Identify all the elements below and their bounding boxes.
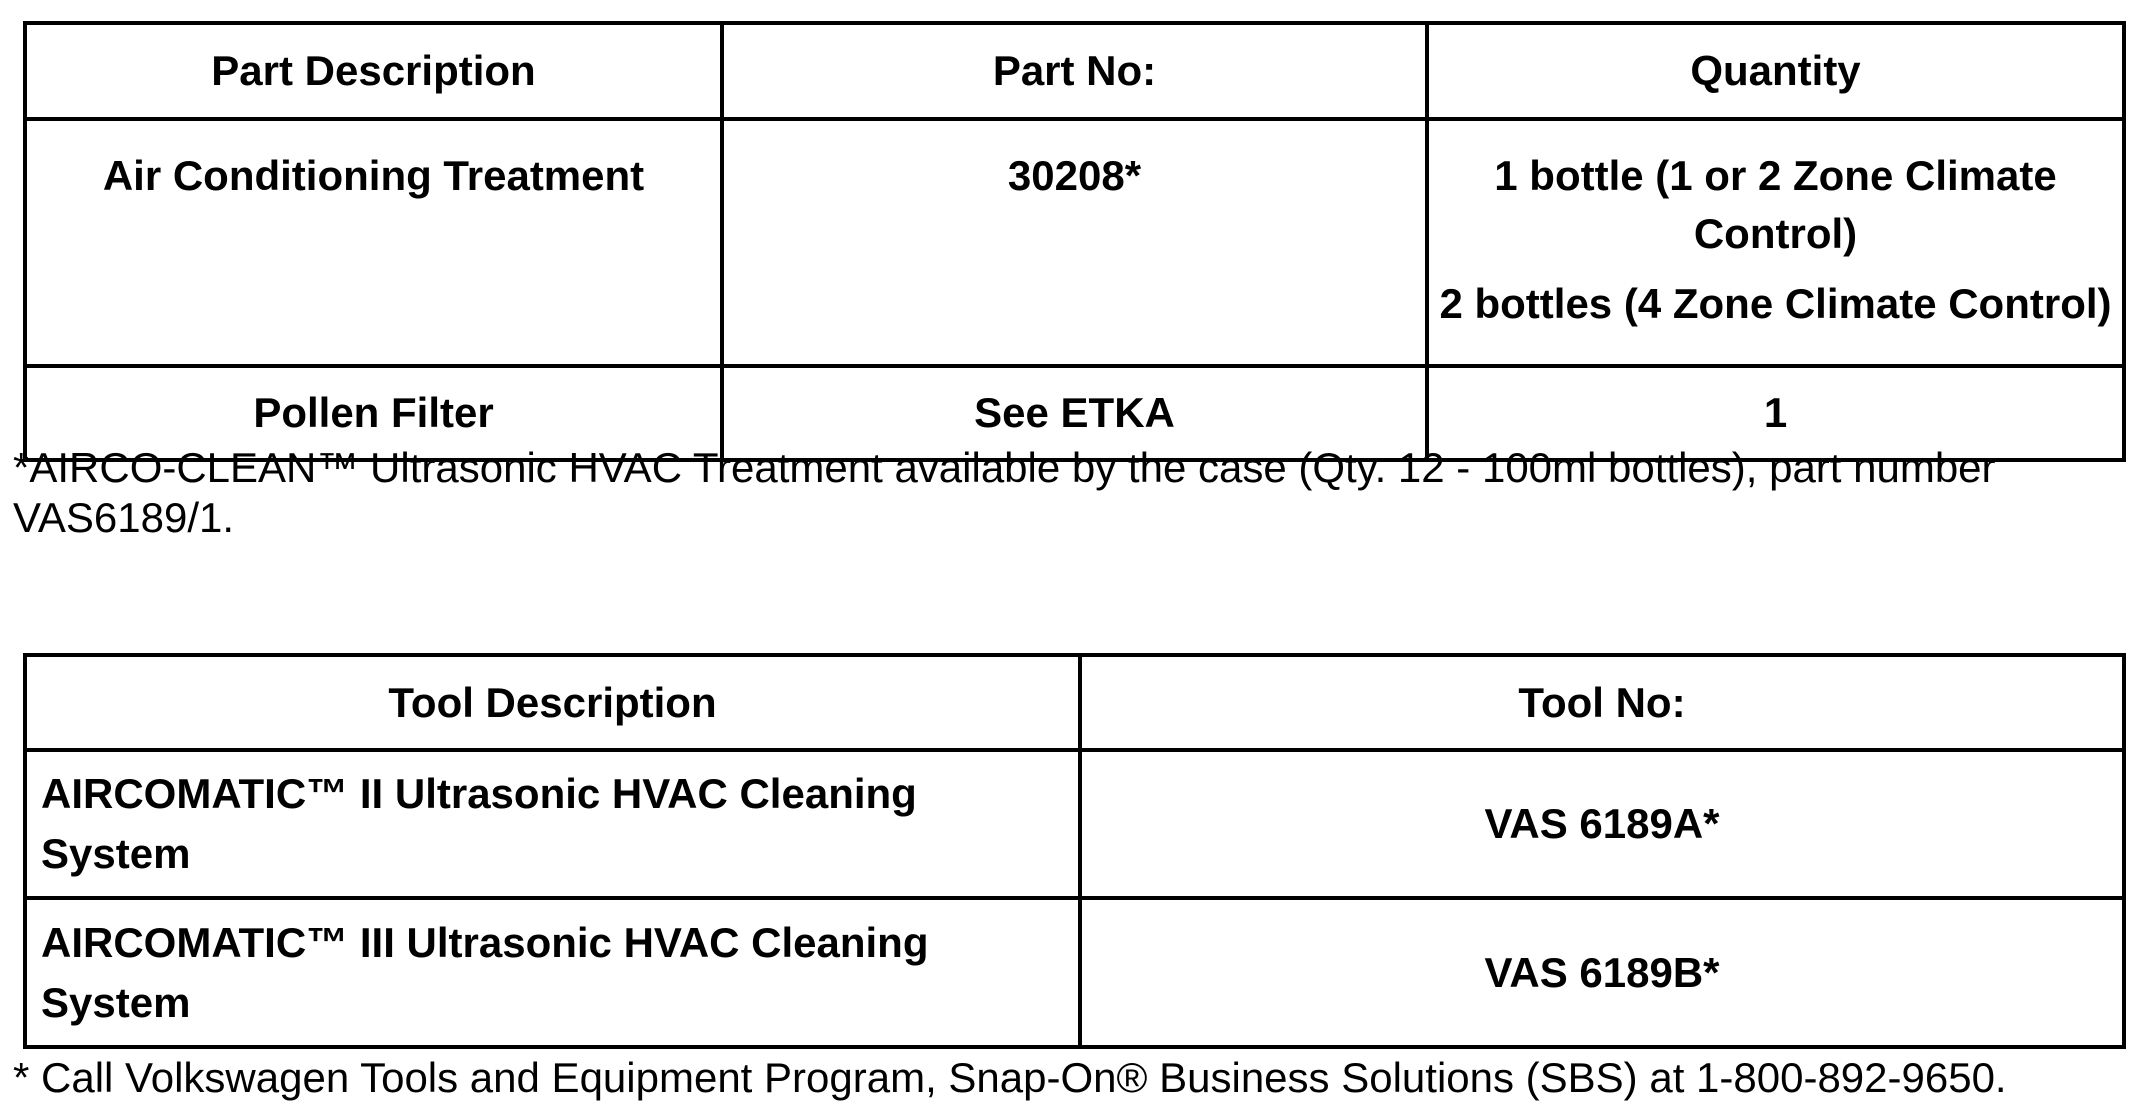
tools-header-tool-description: Tool Description	[25, 655, 1080, 750]
tools-table	[23, 653, 2126, 1049]
tool-description-cell	[25, 750, 1080, 898]
tool-description-cell	[25, 898, 1080, 1047]
parts-table	[23, 21, 2126, 462]
tool-no-cell: VAS 6189B*	[1080, 898, 2124, 1047]
part-no-cell: See ETKA	[722, 366, 1427, 460]
tools-table-row-aircomatic-3	[25, 898, 2124, 1047]
part-no-cell: 30208*	[722, 119, 1427, 366]
part-description-cell: Pollen Filter	[25, 366, 722, 460]
parts-header-quantity: Quantity	[1427, 23, 2124, 119]
parts-table-header-row	[25, 23, 2124, 119]
tools-table-header-row	[25, 655, 2124, 750]
tool-description-text: AIRCOMATIC™ II Ultrasonic HVAC Cleaning System	[41, 770, 917, 877]
tool-no-cell: VAS 6189A*	[1080, 750, 2124, 898]
part-description-cell: Air Conditioning Treatment	[25, 119, 722, 366]
tools-table-row-aircomatic-2	[25, 750, 2124, 898]
tool-description-text: AIRCOMATIC™ III Ultrasonic HVAC Cleaning System	[41, 918, 929, 1026]
parts-header-part-no: Part No:	[722, 23, 1427, 119]
part-quantity-cell: 1	[1427, 366, 2124, 460]
parts-header-part-description: Part Description	[25, 23, 722, 119]
quantity-option-2: 2 bottles (4 Zone Climate Control)	[1439, 280, 2112, 327]
part-quantity-cell	[1427, 119, 2124, 366]
tools-header-tool-no: Tool No:	[1080, 655, 2124, 750]
parts-table-row-air-conditioning-treatment	[25, 119, 2124, 366]
parts-footnote: *AIRCO-CLEAN™ Ultrasonic HVAC Treatment available by the case (Qty. 12 - 100ml bottles), part number VAS6189/1.	[13, 444, 1996, 541]
tools-footnote: * Call Volkswagen Tools and Equipment Program, Snap-On® Business Solutions (SBS) at 1-800-892-9650.	[13, 1054, 2007, 1101]
quantity-option-1: 1 bottle (1 or 2 Zone Climate Control)	[1494, 152, 2057, 257]
